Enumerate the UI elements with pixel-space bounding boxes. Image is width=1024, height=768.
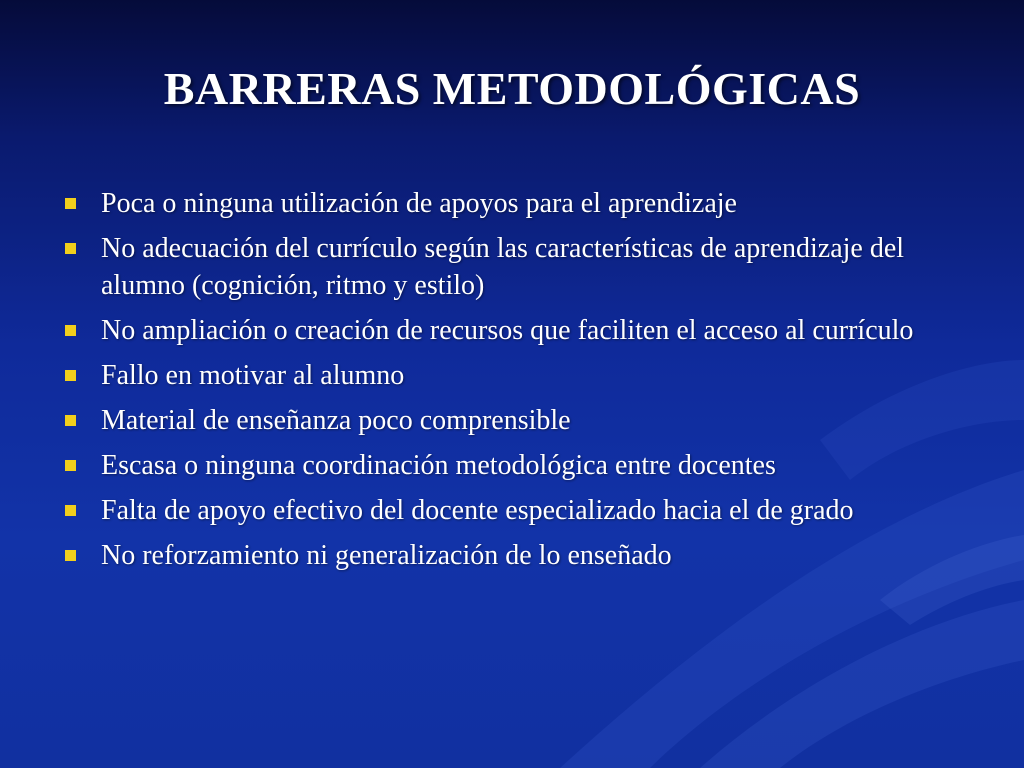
bullet-item — [62, 185, 962, 222]
bullet-item — [62, 402, 962, 439]
square-bullet-icon — [65, 370, 76, 381]
square-bullet-icon — [65, 550, 76, 561]
bullet-item — [62, 492, 962, 529]
bullet-text: Poca o ninguna utilización de apoyos para el aprendizaje — [101, 188, 737, 219]
bullet-item — [62, 537, 962, 574]
bullet-item — [62, 447, 962, 484]
square-bullet-icon — [65, 460, 76, 471]
bullet-text: Falta de apoyo efectivo del docente especializado hacia el de grado — [101, 495, 854, 526]
bullet-text: No reforzamiento ni generalización de lo enseñado — [101, 540, 672, 571]
slide-title: BARRERAS METODOLÓGICAS — [163, 63, 861, 114]
square-bullet-icon — [65, 505, 76, 516]
square-bullet-icon — [65, 325, 76, 336]
square-bullet-icon — [65, 198, 76, 209]
bullet-text: Fallo en motivar al alumno — [101, 360, 405, 391]
bullet-text: Material de enseñanza poco comprensible — [101, 405, 571, 436]
bullet-list — [62, 185, 962, 582]
bullet-text: Escasa o ninguna coordinación metodológica entre docentes — [101, 450, 776, 481]
bullet-item — [62, 230, 962, 304]
bullet-item — [62, 357, 962, 394]
square-bullet-icon — [65, 415, 76, 426]
bullet-item — [62, 312, 962, 349]
bullet-text: No adecuación del currículo según las características de aprendizaje del alumno (cognición, ritmo y estilo) — [101, 233, 905, 301]
square-bullet-icon — [65, 243, 76, 254]
bullet-text: No ampliación o creación de recursos que faciliten el acceso al currículo — [101, 315, 914, 346]
